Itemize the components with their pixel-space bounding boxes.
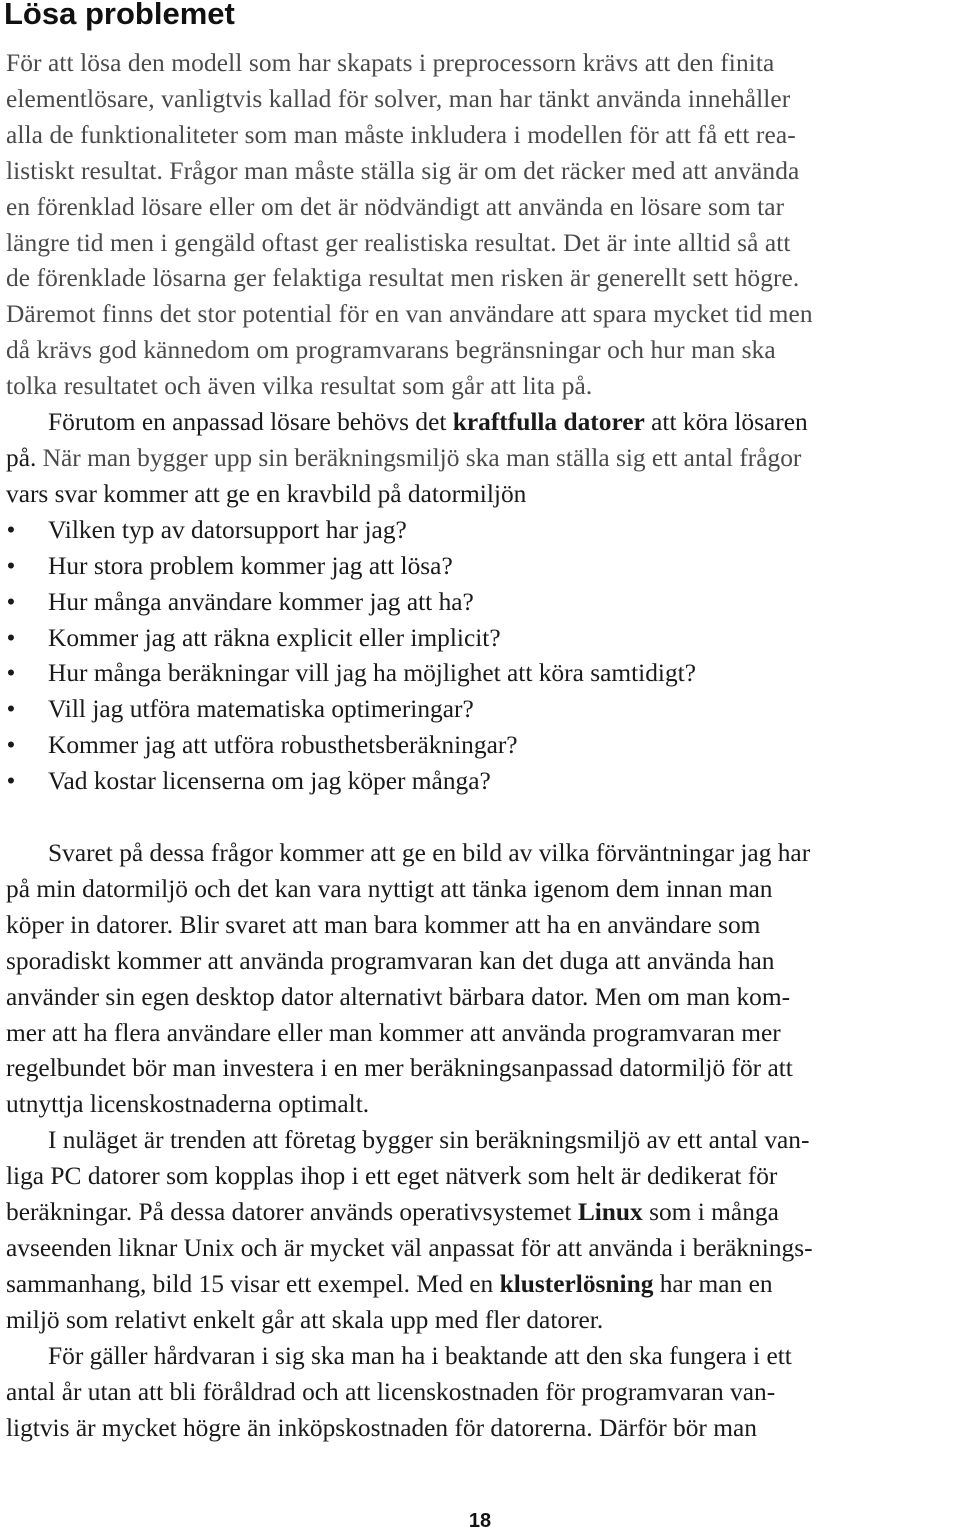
- text-run: att köra lösaren: [644, 408, 808, 437]
- bullet-icon: •: [6, 551, 16, 580]
- list-item-text: Kommer jag att utföra robusthetsberäkningar?: [48, 731, 518, 760]
- text-line: För att lösa den modell som har skapats i preprocessorn krävs att den finita: [6, 49, 775, 77]
- paragraph-spacer: [6, 800, 956, 836]
- text-line: en förenklad lösare eller om det är nödvändigt att använda en lösare som tar: [6, 192, 785, 221]
- text-line: [6, 405, 956, 441]
- list-item-text: Hur stora problem kommer jag att lösa?: [48, 551, 453, 580]
- text-line: alla de funktionaliteter som man måste inkludera i modellen för att få ett rea-: [6, 120, 796, 149]
- text-line: vars svar kommer att ge en kravbild på datormiljön: [6, 479, 527, 508]
- list-item: [6, 549, 956, 585]
- text-line: [6, 1195, 956, 1231]
- list-item: [6, 656, 956, 692]
- text-line: mer att ha flera användare eller man kommer att använda programvaran mer: [6, 1018, 781, 1047]
- text-line: Däremot finns det stor potential för en van användare att spara mycket tid men: [6, 300, 813, 329]
- text-run: Förutom en anpassad lösare behövs det: [48, 408, 453, 437]
- text-line: använder sin egen desktop dator alternativt bärbara dator. Men om man kom-: [6, 982, 791, 1011]
- text-line: ligtvis är mycket högre än inköpskostnaden för datorerna. Därför bör man: [6, 1413, 757, 1442]
- text-line: avseenden liknar Unix och är mycket väl anpassat för att använda i beräknings-: [6, 1234, 813, 1262]
- text-run: på.: [6, 443, 43, 472]
- text-line: liga PC datorer som kopplas ihop i ett eget nätverk som helt är dedikerat för: [6, 1162, 778, 1191]
- list-item: [6, 585, 956, 621]
- bullet-icon: •: [6, 623, 16, 652]
- list-item: [6, 692, 956, 728]
- text-line: [6, 441, 956, 477]
- list-item-text: Hur många användare kommer jag att ha?: [48, 587, 474, 616]
- list-item: [6, 764, 956, 800]
- paragraph-computers: [6, 405, 956, 513]
- text-line: listiskt resultat. Frågor man måste ställa sig är om det räcker med att använda: [6, 156, 800, 185]
- paragraph-solver: [6, 46, 956, 405]
- question-list: [6, 513, 956, 800]
- text-line: miljö som relativt enkelt går att skala upp med fler datorer.: [6, 1305, 604, 1334]
- text-line: tolka resultatet och även vilka resultat som går att lita på.: [6, 372, 593, 401]
- text-line: [6, 1267, 956, 1303]
- bullet-icon: •: [6, 659, 16, 688]
- section-heading: Lösa problemet: [4, 0, 235, 31]
- bold-term-linux: Linux: [577, 1198, 643, 1227]
- bullet-icon: •: [6, 731, 16, 760]
- text-run: sammanhang, bild 15 visar ett exempel. Med en: [6, 1269, 500, 1298]
- paragraph-hardware: [6, 1339, 956, 1447]
- text-line: på min datormiljö och det kan vara nyttigt att tänka igenom dem innan man: [6, 874, 773, 903]
- bold-term-klusterlosning: klusterlösning: [499, 1269, 654, 1298]
- bullet-icon: •: [6, 767, 16, 796]
- text-line: utnyttja licenskostnaderna optimalt.: [6, 1090, 370, 1119]
- body-text: [6, 46, 956, 1446]
- bullet-icon: •: [6, 695, 16, 724]
- list-item-text: Vilken typ av datorsupport har jag?: [48, 515, 407, 544]
- list-item: [6, 621, 956, 657]
- paragraph-answers: [6, 836, 956, 1123]
- bullet-icon: •: [6, 515, 16, 544]
- text-run: som i många: [642, 1198, 779, 1227]
- list-item: [6, 728, 956, 764]
- text-line: regelbundet bör man investera i en mer beräkningsanpassad datormiljö för att: [6, 1054, 793, 1083]
- text-line: sporadiskt kommer att använda programvaran kan det duga att använda han: [6, 946, 775, 975]
- list-item-text: Vad kostar licenserna om jag köper många?: [48, 767, 491, 796]
- list-item: [6, 513, 956, 549]
- text-line: För gäller hårdvaran i sig ska man ha i beaktande att den ska fungera i ett: [48, 1341, 792, 1370]
- text-line: de förenklade lösarna ger felaktiga resultat men risken är generellt sett högre.: [6, 264, 800, 293]
- text-run: beräkningar. På dessa datorer används operativsystemet: [6, 1198, 578, 1227]
- text-line: I nuläget är trenden att företag bygger sin beräkningsmiljö av ett antal van-: [48, 1126, 810, 1155]
- bold-term-kraftfulla-datorer: kraftfulla datorer: [452, 408, 645, 437]
- text-line: då krävs god kännedom om programvarans begränsningar och hur man ska: [6, 336, 776, 365]
- list-item-text: Kommer jag att räkna explicit eller implicit?: [48, 623, 501, 652]
- text-line: Svaret på dessa frågor kommer att ge en bild av vilka förväntningar jag har: [48, 839, 811, 868]
- text-run: har man en: [653, 1269, 773, 1298]
- paragraph-trend: [6, 1123, 956, 1338]
- bullet-icon: •: [6, 587, 16, 616]
- text-line: längre tid men i gengäld oftast ger realistiska resultat. Det är inte alltid så att: [6, 228, 791, 257]
- text-run: När man bygger upp sin beräkningsmiljö ska man ställa sig ett antal frågor: [42, 443, 802, 472]
- page-number: 18: [468, 1510, 492, 1532]
- text-line: antal år utan att bli föråldrad och att licenskostnaden för programvaran van-: [6, 1377, 776, 1406]
- list-item-text: Vill jag utföra matematiska optimeringar?: [48, 695, 474, 724]
- text-line: köper in datorer. Blir svaret att man bara kommer att ha en användare som: [6, 910, 761, 939]
- list-item-text: Hur många beräkningar vill jag ha möjlighet att köra samtidigt?: [48, 659, 696, 688]
- text-line: elementlösare, vanligtvis kallad för solver, man har tänkt använda innehåller: [6, 84, 791, 113]
